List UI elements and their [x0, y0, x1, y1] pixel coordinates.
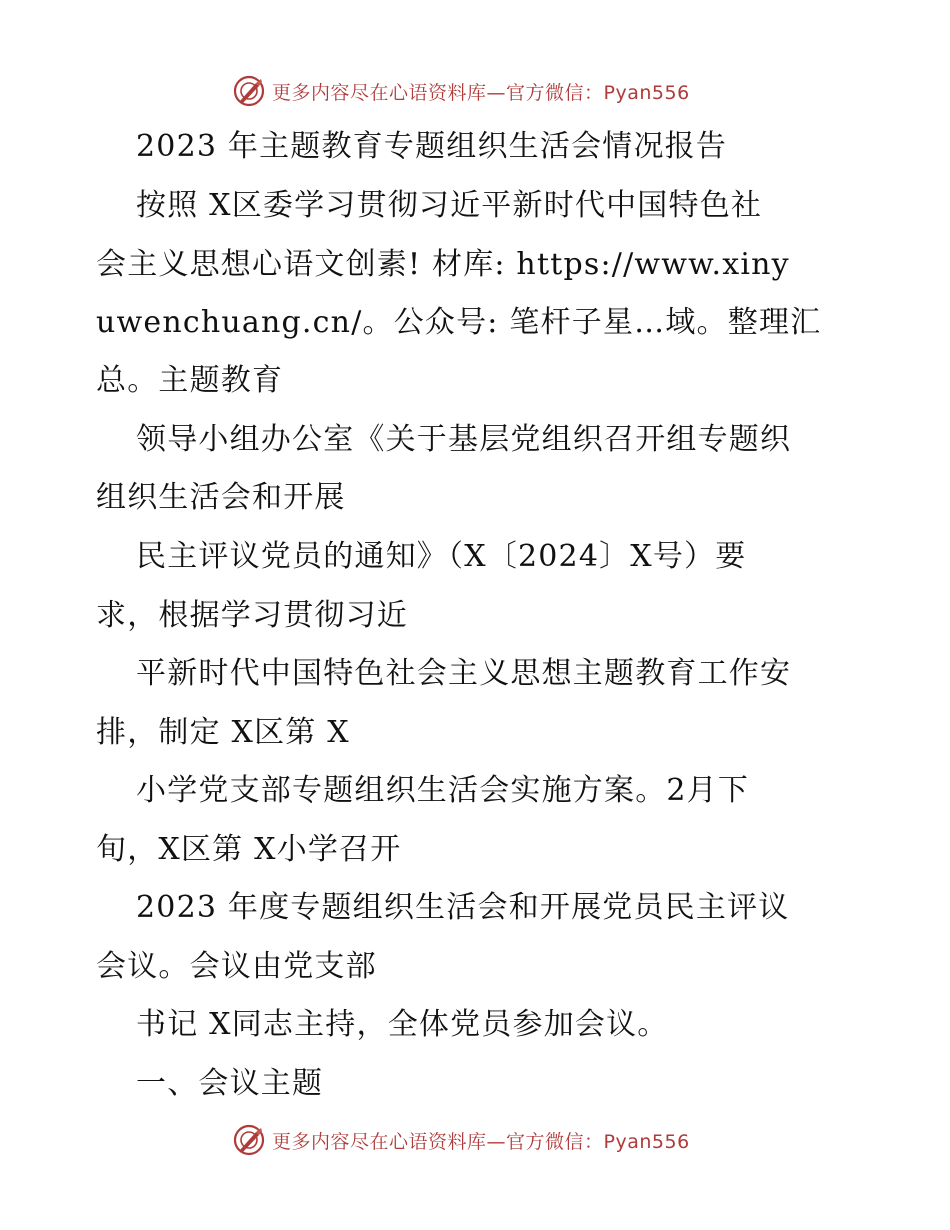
- paragraph-line: uwenchuang.cn/。公众号: 笔杆子星…域。整理汇: [96, 305, 822, 340]
- section-heading: 一、会议主题: [136, 1066, 324, 1101]
- watermark-banner-top: [232, 71, 712, 111]
- paragraph-line: 民主评议党员的通知》（X〔2024〕X号）要: [136, 539, 747, 574]
- paragraph-line: 组织生活会和开展: [96, 480, 346, 515]
- paragraph-line: 排，制定 X区第 X: [96, 715, 350, 750]
- paragraph-line: 总。主题教育: [96, 363, 284, 398]
- paragraph-line: 按照 X区委学习贯彻习近平新时代中国特色社: [136, 188, 763, 223]
- brand-logo-icon: [232, 74, 266, 108]
- paragraph-line: 小学党支部专题组织生活会实施方案。2月下: [136, 773, 750, 808]
- paragraph-line: 会主义思想心语文创素! 材库: https://www.xiny: [96, 247, 790, 282]
- brand-logo-icon: [232, 1123, 266, 1157]
- paragraph-line: 求，根据学习贯彻习近: [96, 598, 408, 633]
- paragraph-line: 2023 年度专题组织生活会和开展党员民主评议: [136, 890, 790, 925]
- paragraph-line: 书记 X同志主持，全体党员参加会议。: [136, 1007, 669, 1042]
- watermark-text: 更多内容尽在心语资料库—官方微信：Pyan556: [272, 1130, 690, 1153]
- paragraph-line: 会议。会议由党支部: [96, 949, 377, 984]
- watermark-text: 更多内容尽在心语资料库—官方微信：Pyan556: [272, 81, 690, 104]
- document-title: 2023 年主题教育专题组织生活会情况报告: [136, 129, 728, 164]
- paragraph-line: 领导小组办公室《关于基层党组织召开组专题织: [136, 422, 792, 457]
- paragraph-line: 旬，X区第 X小学召开: [96, 832, 402, 867]
- paragraph-line: 平新时代中国特色社会主义思想主题教育工作安: [136, 656, 792, 691]
- watermark-banner-bottom: [232, 1120, 712, 1160]
